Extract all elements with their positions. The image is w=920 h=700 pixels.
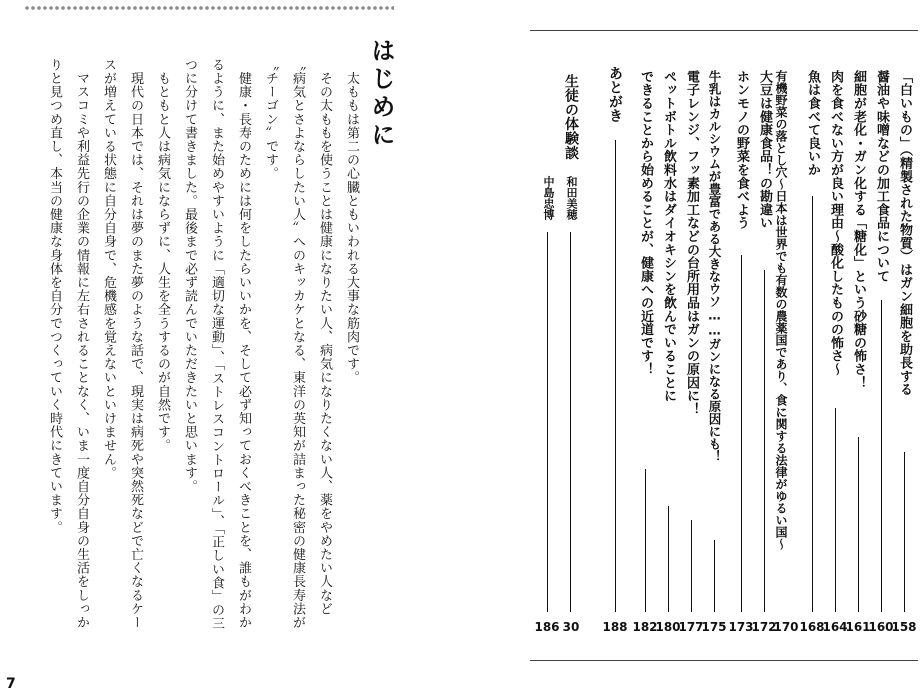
toc-entry-1[interactable]: 「白いもの」（精製された物質）はガン細胞を助長する bbox=[897, 70, 912, 396]
toc-page-afterword: 188 bbox=[602, 620, 628, 634]
toc-page-testimonial-1: 30 bbox=[562, 620, 580, 634]
toc-entry-testimonials[interactable]: 生徒の体験談 bbox=[563, 74, 579, 160]
page-title: はじめに bbox=[367, 38, 395, 150]
toc-leader-5 bbox=[812, 196, 813, 612]
toc-bottom-rule bbox=[530, 660, 918, 661]
paragraph-4: もともと人は病気にならずに、人生を全うするのが自然です。 bbox=[155, 58, 170, 453]
toc-entry-7[interactable]: 大豆は健康食品！の勘違い bbox=[757, 70, 772, 230]
toc-page-8: 173 bbox=[728, 620, 754, 634]
toc-page-5: 168 bbox=[799, 620, 825, 634]
toc-entry-6[interactable]: 有機野菜の落とし穴〜日本は世界でも有数の農薬国であり、食に関する法律がゆるい国〜 bbox=[774, 70, 788, 550]
paragraph-5: 現代の日本では、それは夢のまた夢のような話で、現実は病死や突然死などで亡くなるケースが増えている状態に自分自身で、危機感を覚えないといけません。 bbox=[101, 58, 143, 630]
toc-entry-3[interactable]: 細胞が老化・ガン化する「糖化」という砂糖の怖さ！ bbox=[851, 70, 866, 390]
toc-leader-10 bbox=[691, 520, 692, 612]
toc-leader-1 bbox=[904, 452, 905, 612]
toc-leader-9 bbox=[714, 540, 715, 612]
paragraph-3: 健康・長寿のためには何をしたらいいかを、そして必ず知っておくべきことを、誰もがわかるように、また始めやすいように「適切な運動」、「ストレスコントロール」、「正しい食」の三つに分けて書きました。最後まで必ず読んでいただきたいと思います。 bbox=[182, 58, 251, 631]
toc-page-7: 172 bbox=[751, 620, 777, 634]
toc-entry-9[interactable]: 牛乳はカルシウムが豊富である大きなウソ……ガンになる原因にも！ bbox=[707, 70, 722, 463]
toc-page-2: 160 bbox=[868, 620, 894, 634]
essay-body bbox=[41, 58, 365, 638]
toc-page-1: 158 bbox=[891, 620, 917, 634]
paragraph-2: その太ももを使うことは健康になりたい人、病気になりたくない人、薬をやめたい人など〝病気とさよならしたい人〟へのキッカケとなる、東洋の英知が詰まった秘密の健康長寿法が〝チーゴン〟です。 bbox=[263, 58, 332, 630]
testimonial-author-2: 中島忠博 bbox=[542, 176, 555, 220]
toc-page-11: 180 bbox=[655, 620, 681, 634]
testimonial-author-1: 和田美穂 bbox=[565, 176, 578, 220]
toc-top-rule bbox=[530, 30, 918, 31]
toc-page-6: 170 bbox=[773, 620, 799, 634]
toc-page-9: 175 bbox=[701, 620, 727, 634]
toc-entry-5[interactable]: 魚は食べて良いか bbox=[805, 70, 820, 177]
toc-leader-testimonial-2 bbox=[547, 232, 548, 612]
page-number: 7 bbox=[6, 676, 16, 692]
toc-entry-2[interactable]: 醤油や味噌などの加工食品について bbox=[874, 70, 889, 283]
toc-leader-afterword bbox=[615, 140, 616, 612]
paragraph-6: マスコミや利益先行の企業の情報に左右されることなく、いま一度自分自身の生活をしっかりと見つめ直し、本当の健康な身体を自分でつくっていく時代にきています。 bbox=[47, 58, 89, 630]
toc-leader-2 bbox=[881, 300, 882, 612]
toc-entry-12[interactable]: できることから始めることが、健康への近道です！ bbox=[638, 70, 653, 376]
toc-leader-11 bbox=[668, 506, 669, 612]
toc-page-12: 182 bbox=[632, 620, 658, 634]
toc-entry-10[interactable]: 電子レンジ、フッ素加工などの台所用品はガンの原因に！ bbox=[684, 70, 699, 416]
toc-page-3: 161 bbox=[845, 620, 871, 634]
toc-leader-8 bbox=[741, 255, 742, 612]
toc-leader-12 bbox=[645, 469, 646, 612]
toc-page-testimonial-2: 186 bbox=[534, 620, 560, 634]
toc-entry-8[interactable]: ホンモノの野菜を食べよう bbox=[734, 70, 749, 230]
toc-entry-11[interactable]: ペットボトル飲料水はダイオキシンを飲んでいることに bbox=[661, 70, 676, 403]
toc-leader-testimonial-1 bbox=[570, 232, 571, 612]
dotted-header-rule bbox=[24, 4, 394, 12]
toc-entry-afterword[interactable]: あとがき bbox=[607, 66, 623, 124]
toc-page-4: 164 bbox=[822, 620, 848, 634]
paragraph-1: 太ももは第二の心臓ともいわれる大事な筋肉です。 bbox=[344, 58, 359, 385]
toc-entry-4[interactable]: 肉を食べない方が良い理由〜酸化したものの怖さ〜 bbox=[828, 70, 843, 376]
toc-leader-3 bbox=[858, 437, 859, 612]
toc-page-10: 177 bbox=[678, 620, 704, 634]
toc-leader-7 bbox=[764, 270, 765, 612]
toc-leader-4 bbox=[835, 408, 836, 612]
